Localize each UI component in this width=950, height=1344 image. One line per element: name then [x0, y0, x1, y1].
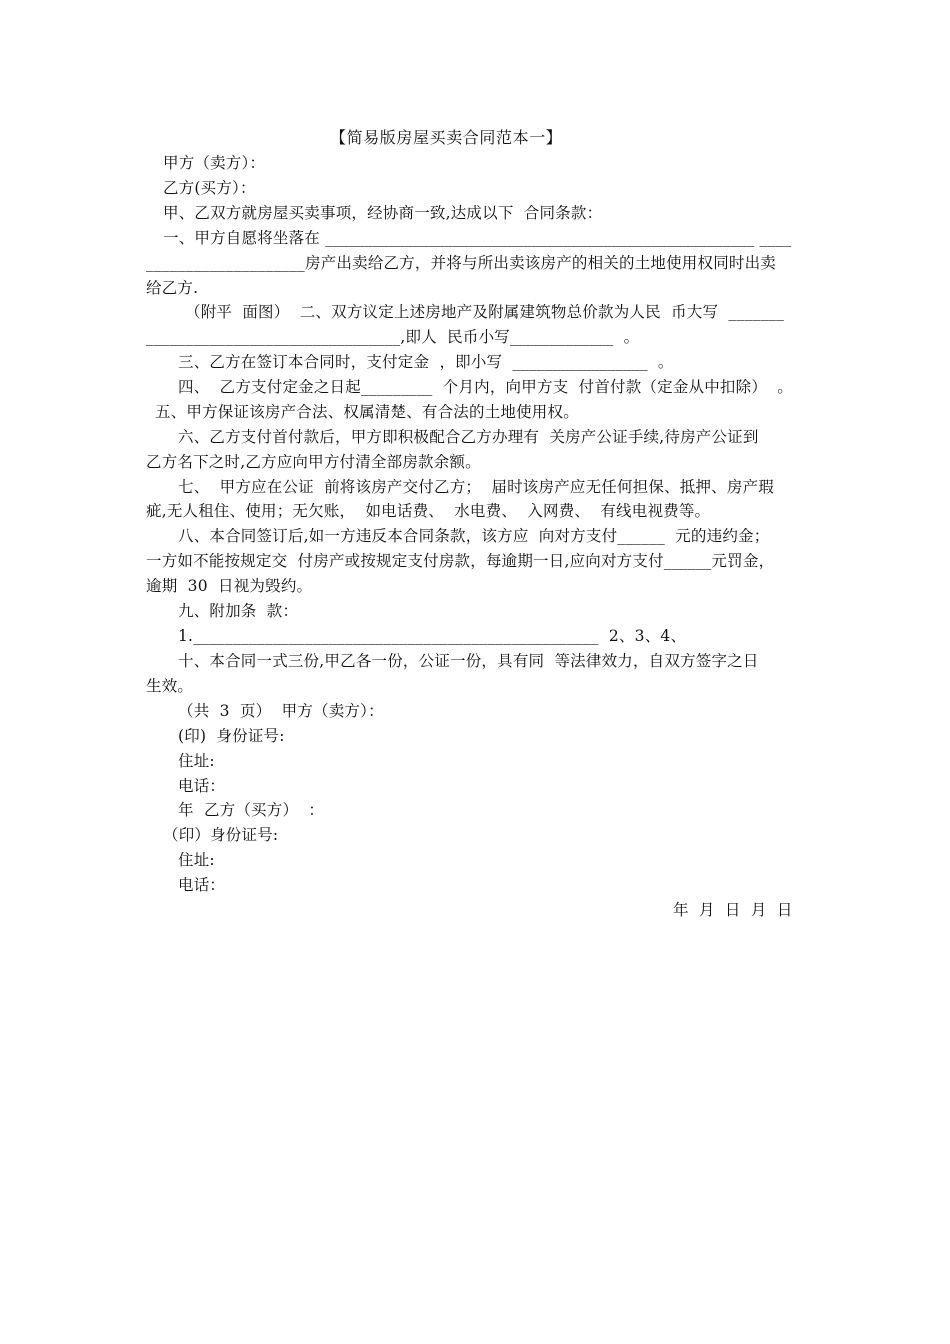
- clause-4-line: 四、 乙方支付定金之日起_________ 个月内，向甲方支 付首付款（定金从中扣除） 。: [178, 378, 793, 396]
- clause-3-line: 三、乙方在签订本合同时，支付定金 ，即小写 _________________ 。: [178, 353, 674, 371]
- signature-b-id: （印）身份证号:: [163, 826, 279, 844]
- clause-10-line-2: 生效。: [146, 677, 194, 695]
- clause-1-line-2: ____________________房产出卖给乙方，并将与所出卖该房产的相关的土地使用权同时出卖: [146, 254, 777, 272]
- clause-5-line: 五、甲方保证该房产合法、权属清楚、有合法的土地使用权。: [155, 403, 579, 421]
- clause-9-line-2: 1.___________________________________________________ 2、3、4、: [178, 627, 687, 645]
- clause-8-line-3: 逾期 30 日视为毁约。: [146, 577, 313, 595]
- clause-8-line-1: 八、本合同签订后,如一方违反本合同条款，该方应 向对方支付______ 元的违约金；: [178, 527, 770, 545]
- clause-6-line-2: 乙方名下之时,乙方应向甲方付清全部房款余额。: [146, 453, 481, 471]
- clause-8-line-2: 一方如不能按规定交 付房产或按规定支付房款，每逾期一日,应向对方支付______元罚金，: [146, 552, 775, 570]
- clause-10-line-1: 十、本合同一式三份,甲乙各一份，公证一份，具有同 等法律效力，自双方签字之日: [178, 652, 759, 670]
- clause-1-line-3: 给乙方.: [146, 279, 199, 297]
- signature-party-b: 年 乙方（买方） ：: [178, 801, 325, 819]
- signature-b-address: 住址:: [178, 851, 215, 869]
- preamble-line: 甲、乙双方就房屋买卖事项，经协商一致,达成以下 合同条款：: [163, 204, 603, 222]
- clause-1-line-1: 一、甲方自愿将坐落在 ______________________________________________________ ____: [163, 229, 792, 247]
- signature-b-phone: 电话：: [178, 876, 226, 894]
- signature-a-id: (印) 身份证号:: [178, 727, 285, 745]
- party-a-line: 甲方（卖方）：: [163, 154, 266, 172]
- signature-party-a: （共 3 页） 甲方（卖方）：: [178, 702, 384, 720]
- page-title: 【简易版房屋买卖合同范本一】: [330, 128, 563, 147]
- clause-7-line-1: 七、 甲方应在公证 前将该房产交付乙方； 届时该房产应无任何担保、抵押、房产瑕: [178, 478, 774, 496]
- signature-a-address: 住址:: [178, 752, 215, 770]
- signature-date-line: 年 月 日 月 日: [673, 901, 793, 919]
- party-b-line: 乙方(买方）：: [163, 179, 256, 197]
- clause-7-line-2: 疵,无人租住、使用；无欠账， 如电话费、 水电费、 入网费、 有线电视费等。: [146, 502, 711, 520]
- clause-6-line-1: 六、乙方支付首付款后，甲方即积极配合乙方办理有 关房产公证手续,待房产公证到: [178, 428, 759, 446]
- clause-2-line-2: ________________________________,即人 民币小写_____________ 。: [146, 328, 640, 346]
- signature-a-phone: 电话：: [178, 777, 226, 795]
- clause-9-line-1: 九、附加条 款：: [178, 602, 299, 620]
- clause-2-line-1: （附平 面图） 二、双方议定上述房地产及附属建筑物总价款为人民 币大写 _______: [185, 303, 785, 321]
